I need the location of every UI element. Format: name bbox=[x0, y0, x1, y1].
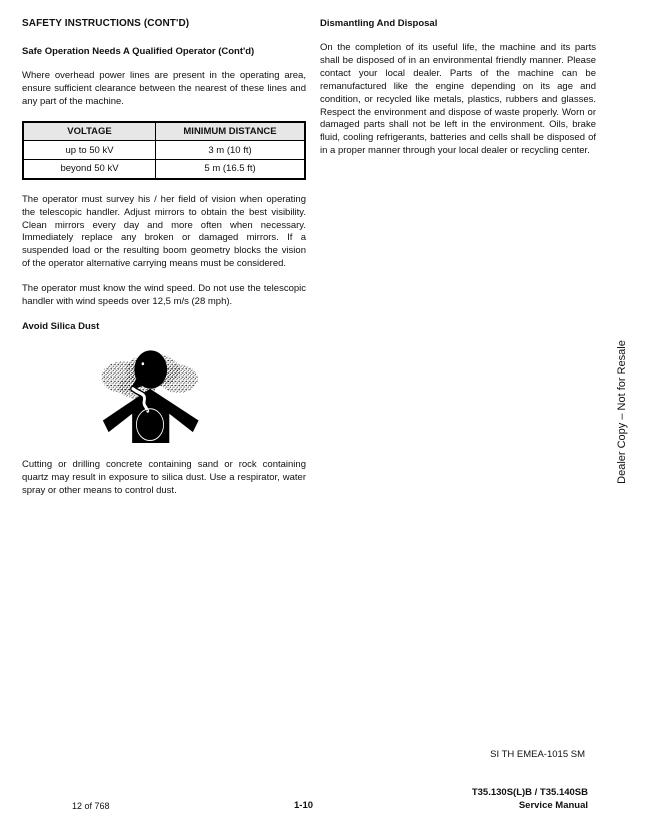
table-cell-distance: 5 m (16.5 ft) bbox=[156, 160, 305, 179]
footer-model-block bbox=[472, 786, 588, 812]
right-column bbox=[320, 18, 596, 170]
table-cell-voltage: up to 50 kV bbox=[23, 141, 156, 160]
paragraph-silica-exposure: Cutting or drilling concrete containing sand or rock containing quartz may result in exposure to silica dust. Use a respirator, water spray or other means to control dust. bbox=[22, 458, 306, 496]
table-row bbox=[23, 160, 305, 179]
footer-page-position: 12 of 768 bbox=[72, 801, 110, 811]
voltage-distance-table bbox=[22, 121, 306, 180]
table-row bbox=[23, 141, 305, 160]
footer-manual-title: Service Manual bbox=[518, 800, 588, 811]
footer-section-page-number: 1-10 bbox=[294, 800, 314, 811]
paragraph-disposal: On the completion of its useful life, the machine and its parts shall be disposed of in an environmental friendly manner. Please contact your local dealer. Parts of the machine can be remanufactured like the engine depending on its age and condition, or recycled like metals, plastics, rubbers and glasses. Respect the environment and dispose of waste properly. Worn or damaged parts shall not be left in the environment. Oils, brake fluid, cooling refrigerants, batteries and cells shall be disposed of in a proper manner through your local dealer or recycling center. bbox=[320, 42, 596, 157]
table-header-voltage: VOLTAGE bbox=[23, 122, 156, 141]
heading-avoid-silica-dust: Avoid Silica Dust bbox=[22, 320, 100, 332]
silica-dust-inhalation-pictogram bbox=[100, 347, 200, 443]
footer-model: T35.130S(L)B / T35.140SB bbox=[471, 787, 588, 798]
heading-dismantling-disposal: Dismantling And Disposal bbox=[320, 18, 438, 29]
table-cell-distance: 3 m (10 ft) bbox=[156, 141, 305, 160]
paragraph-field-of-vision: The operator must survey his / her field of vision when operating the telescopic handler. Adjust mirrors to obtain the best visibility. Clean mirrors every day and more often when necessary. Immediately replace any broken or damaged mirrors. If a suspended load or the resulting boom geometry blocks the vision of the operator alternative carrying means must be considered. bbox=[22, 193, 306, 270]
paragraph-wind-speed: The operator must know the wind speed. Do not use the telescopic handler with wind speeds over 12,5 m/s (28 mph). bbox=[22, 283, 306, 308]
silica-dust-figure-svg bbox=[100, 347, 200, 443]
dealer-copy-watermark: Dealer Copy – Not for Resale bbox=[616, 340, 628, 484]
footer-doc-code: SI TH EMEA-1015 SM bbox=[490, 749, 585, 760]
table-header-row bbox=[23, 122, 305, 141]
table-cell-voltage: beyond 50 kV bbox=[23, 160, 156, 179]
table-header-distance: MINIMUM DISTANCE bbox=[156, 122, 305, 141]
heading-qualified-operator: Safe Operation Needs A Qualified Operator (Cont'd) bbox=[22, 46, 255, 57]
lung-dust-circle bbox=[136, 409, 163, 441]
section-title: SAFETY INSTRUCTIONS (CONT'D) bbox=[22, 18, 190, 29]
eye-dot bbox=[142, 362, 145, 365]
paragraph-power-lines: Where overhead power lines are present in the operating area, ensure sufficient clearance between the nearest of these lines and any part of the machine. bbox=[22, 70, 306, 107]
left-column bbox=[22, 18, 306, 510]
